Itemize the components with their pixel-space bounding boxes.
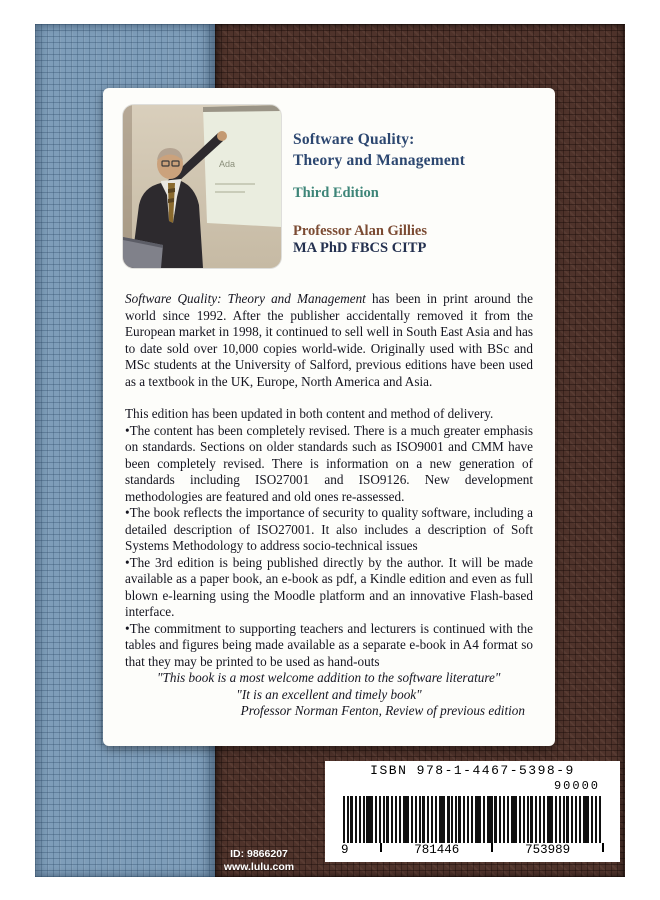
review-quote-2: "It is an excellent and timely book" <box>236 686 422 702</box>
bullet-item-1: •The content has been completely revised. There is a much greater emphasis on standards. Sections on older standards such as ISO9001 and CMM have been completely revised. There is information on a new generation of standards including ISO27001 and ISO9126. New development methodologies are featured and old ones re-assessed. <box>125 422 533 504</box>
publisher-block <box>220 848 298 873</box>
synopsis-title-lead: Software Quality: Theory and Management <box>125 291 366 306</box>
title-block <box>293 105 465 268</box>
publisher-url: www.lulu.com <box>223 860 295 873</box>
author-photo <box>123 105 281 268</box>
author-name: Professor Alan Gillies <box>293 223 427 239</box>
book-title <box>293 129 465 171</box>
projection-screen <box>203 105 281 227</box>
author-credentials: MA PhD FBCS CITP <box>293 240 427 256</box>
lecture-photo-illustration <box>123 105 281 268</box>
back-cover-card <box>103 88 555 746</box>
screen-text: Ada <box>219 159 236 169</box>
cover-header <box>103 88 555 268</box>
isbn-block <box>325 761 620 862</box>
publisher-id: ID: 9866207 <box>230 848 288 860</box>
edition-label: Third Edition <box>293 185 379 201</box>
synopsis-paragraph-1 <box>125 291 533 390</box>
barcode-digits-mid: 781446 <box>414 843 460 857</box>
bullet-item-2: •The book reflects the importance of security to quality software, including a detailed description of ISO27001. It also includes a description of Soft Systems Methodology to address socio-technical issues <box>125 505 533 553</box>
review-quote-1: "This book is a most welcome addition to the software literature" <box>157 670 501 685</box>
synopsis-paragraph-1-rest: has been in print around the world since 1992. After the publisher accidentally removed it from the European market in 1998, it continued to sell well in South East Asia and has to date sold over 10,000 copies world-wide. Originally used with BSc and MSc students at the University of Salford, previous editions have been used as a textbook in the UK, Europe, North America and Asia. <box>125 291 533 389</box>
synopsis <box>125 291 533 720</box>
synopsis-paragraph-2: This edition has been updated in both content and method of delivery. <box>125 406 494 421</box>
barcode-guard-icon <box>491 843 493 852</box>
barcode-guard-icon <box>602 843 604 852</box>
barcode-guard-icon <box>380 843 382 852</box>
barcode-digits <box>331 843 614 857</box>
isbn-label: ISBN 978-1-4467-5398-9 <box>370 763 575 778</box>
barcode-digits-right: 753989 <box>525 843 571 857</box>
book-title-line2: Theory and Management <box>293 152 466 169</box>
review-attribution: Professor Norman Fenton, Review of previous edition <box>240 703 525 718</box>
book-title-line1: Software Quality: <box>293 131 415 148</box>
barcode-digit-left: 9 <box>341 843 349 857</box>
bullet-item-4: •The commitment to supporting teachers and lecturers is continued with the tables and figures being made available as a separate e-book in A4 format so that they may be printed to be used as hand-outs <box>125 620 533 669</box>
bullet-item-3: •The 3rd edition is being published directly by the author. It will be made available as a paper book, an e-book as pdf, a Kindle edition and even as full blown e-learning using the Moodle platform and an innovative Flash-based interface. <box>125 554 533 619</box>
ean-barcode-icon <box>343 796 602 843</box>
barcode-price-code: 90000 <box>553 779 600 793</box>
